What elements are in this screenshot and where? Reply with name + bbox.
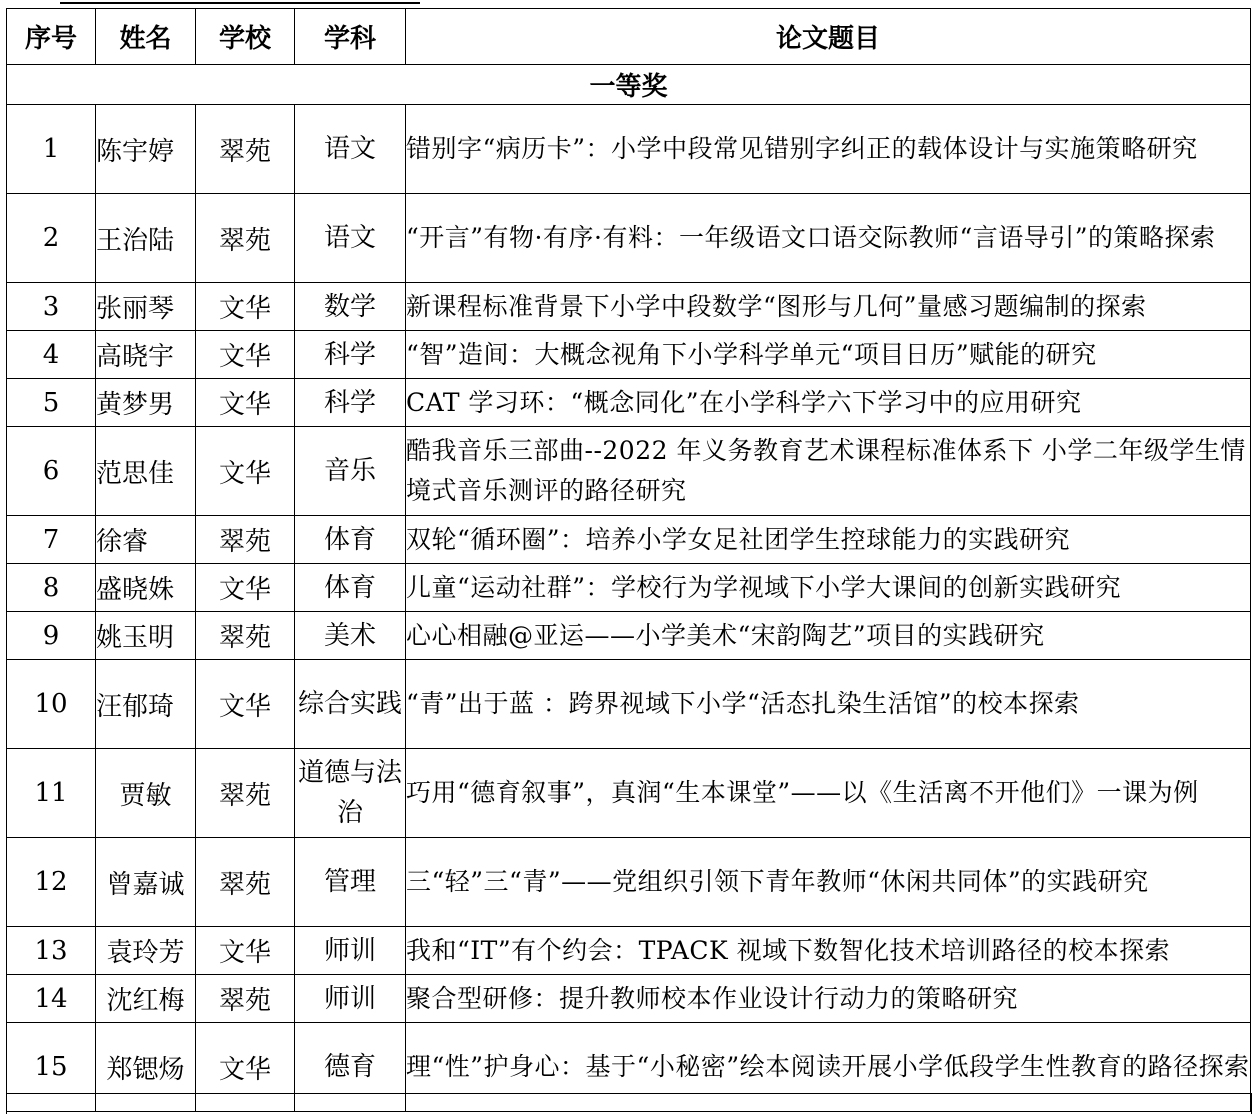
row-name: 汪郁琦 [96,660,196,749]
table-row [7,283,1251,331]
row-name: 袁玲芳 [96,927,196,975]
row-title: “开言”有物·有序·有料：一年级语文口语交际教师“言语导引”的策略探索 [406,194,1251,283]
row-subject: 综合实践 [295,660,406,749]
row-subject: 科学 [295,331,406,379]
row-name: 沈红梅 [96,975,196,1023]
section-row [7,65,1251,105]
row-name: 贾敏 [96,749,196,838]
row-title: 理“性”护身心：基于“小秘密”绘本阅读开展小学低段学生性教育的路径探索 [406,1023,1251,1112]
row-title: CAT 学习环：“概念同化”在小学科学六下学习中的应用研究 [406,379,1251,427]
row-title: 新课程标准背景下小学中段数学“图形与几何”量感习题编制的探索 [406,283,1251,331]
row-school: 翠苑 [196,105,295,194]
row-index: 9 [7,612,96,660]
row-title: 儿童“运动社群”：学校行为学视域下小学大课间的创新实践研究 [406,564,1251,612]
row-title: 酷我音乐三部曲--2022 年义务教育艺术课程标准体系下 小学二年级学生情境式音乐测评的路径研究 [406,427,1251,516]
row-title: 巧用“德育叙事”，真润“生本课堂”——以《生活离不开他们》一课为例 [406,749,1251,838]
next-row-fragment [6,1093,1252,1114]
top-edge-fragment [0,0,1254,8]
row-index: 1 [7,105,96,194]
row-name: 黄梦男 [96,379,196,427]
row-school: 文华 [196,283,295,331]
row-index: 11 [7,749,96,838]
row-school: 翠苑 [196,749,295,838]
row-subject: 体育 [295,564,406,612]
row-index: 3 [7,283,96,331]
row-name: 张丽琴 [96,283,196,331]
table-row [7,379,1251,427]
row-title: 我和“IT”有个约会：TPACK 视域下数智化技术培训路径的校本探索 [406,927,1251,975]
row-title: 三“轻”三“青”——党组织引领下青年教师“休闲共同体”的实践研究 [406,838,1251,927]
row-name: 范思佳 [96,427,196,516]
row-name: 徐睿 [96,516,196,564]
table-row [7,194,1251,283]
row-name: 陈宇婷 [96,105,196,194]
row-index: 7 [7,516,96,564]
row-title: 聚合型研修：提升教师校本作业设计行动力的策略研究 [406,975,1251,1023]
table-row [7,749,1251,838]
row-subject: 数学 [295,283,406,331]
row-name: 盛晓姝 [96,564,196,612]
row-school: 翠苑 [196,838,295,927]
row-subject: 道德与法治 [295,749,406,838]
table-row [7,927,1251,975]
row-subject: 音乐 [295,427,406,516]
row-subject: 管理 [295,838,406,927]
row-school: 文华 [196,1023,295,1112]
row-subject: 科学 [295,379,406,427]
row-index: 5 [7,379,96,427]
table-row [7,564,1251,612]
row-school: 文华 [196,927,295,975]
header-index: 序号 [7,9,96,65]
table-row [7,427,1251,516]
row-index: 10 [7,660,96,749]
row-name: 姚玉明 [96,612,196,660]
header-title: 论文题目 [406,9,1251,65]
row-school: 翠苑 [196,975,295,1023]
header-school: 学校 [196,9,295,65]
row-school: 文华 [196,331,295,379]
table-row [7,975,1251,1023]
header-subject: 学科 [295,9,406,65]
row-index: 2 [7,194,96,283]
row-school: 翠苑 [196,516,295,564]
row-index: 8 [7,564,96,612]
row-index: 14 [7,975,96,1023]
row-school: 翠苑 [196,194,295,283]
row-index: 6 [7,427,96,516]
table-row [7,105,1251,194]
row-index: 15 [7,1023,96,1112]
row-subject: 师训 [295,927,406,975]
row-subject: 语文 [295,105,406,194]
row-subject: 德育 [295,1023,406,1112]
row-index: 13 [7,927,96,975]
row-name: 郑锶炀 [96,1023,196,1112]
row-school: 文华 [196,427,295,516]
row-title: “青”出于蓝 ：跨界视域下小学“活态扎染生活馆”的校本探索 [406,660,1251,749]
row-school: 翠苑 [196,612,295,660]
table-row [7,838,1251,927]
row-school: 文华 [196,564,295,612]
table-row [7,516,1251,564]
row-subject: 体育 [295,516,406,564]
table-row [7,660,1251,749]
row-name: 王治陆 [96,194,196,283]
row-subject: 美术 [295,612,406,660]
row-index: 4 [7,331,96,379]
row-title: 双轮“循环圈”：培养小学女足社团学生控球能力的实践研究 [406,516,1251,564]
row-subject: 师训 [295,975,406,1023]
row-school: 文华 [196,379,295,427]
header-row [7,9,1251,65]
table-row [7,331,1251,379]
row-school: 文华 [196,660,295,749]
row-index: 12 [7,838,96,927]
row-name: 高晓宇 [96,331,196,379]
row-subject: 语文 [295,194,406,283]
row-title: “智”造间：大概念视角下小学科学单元“项目日历”赋能的研究 [406,331,1251,379]
header-name: 姓名 [96,9,196,65]
awards-table [6,8,1251,1112]
section-title: 一等奖 [7,65,1251,105]
row-title: 错别字“病历卡”：小学中段常见错别字纠正的载体设计与实施策略研究 [406,105,1251,194]
row-title: 心心相融@亚运——小学美术“宋韵陶艺”项目的实践研究 [406,612,1251,660]
table-row [7,612,1251,660]
row-name: 曾嘉诚 [96,838,196,927]
